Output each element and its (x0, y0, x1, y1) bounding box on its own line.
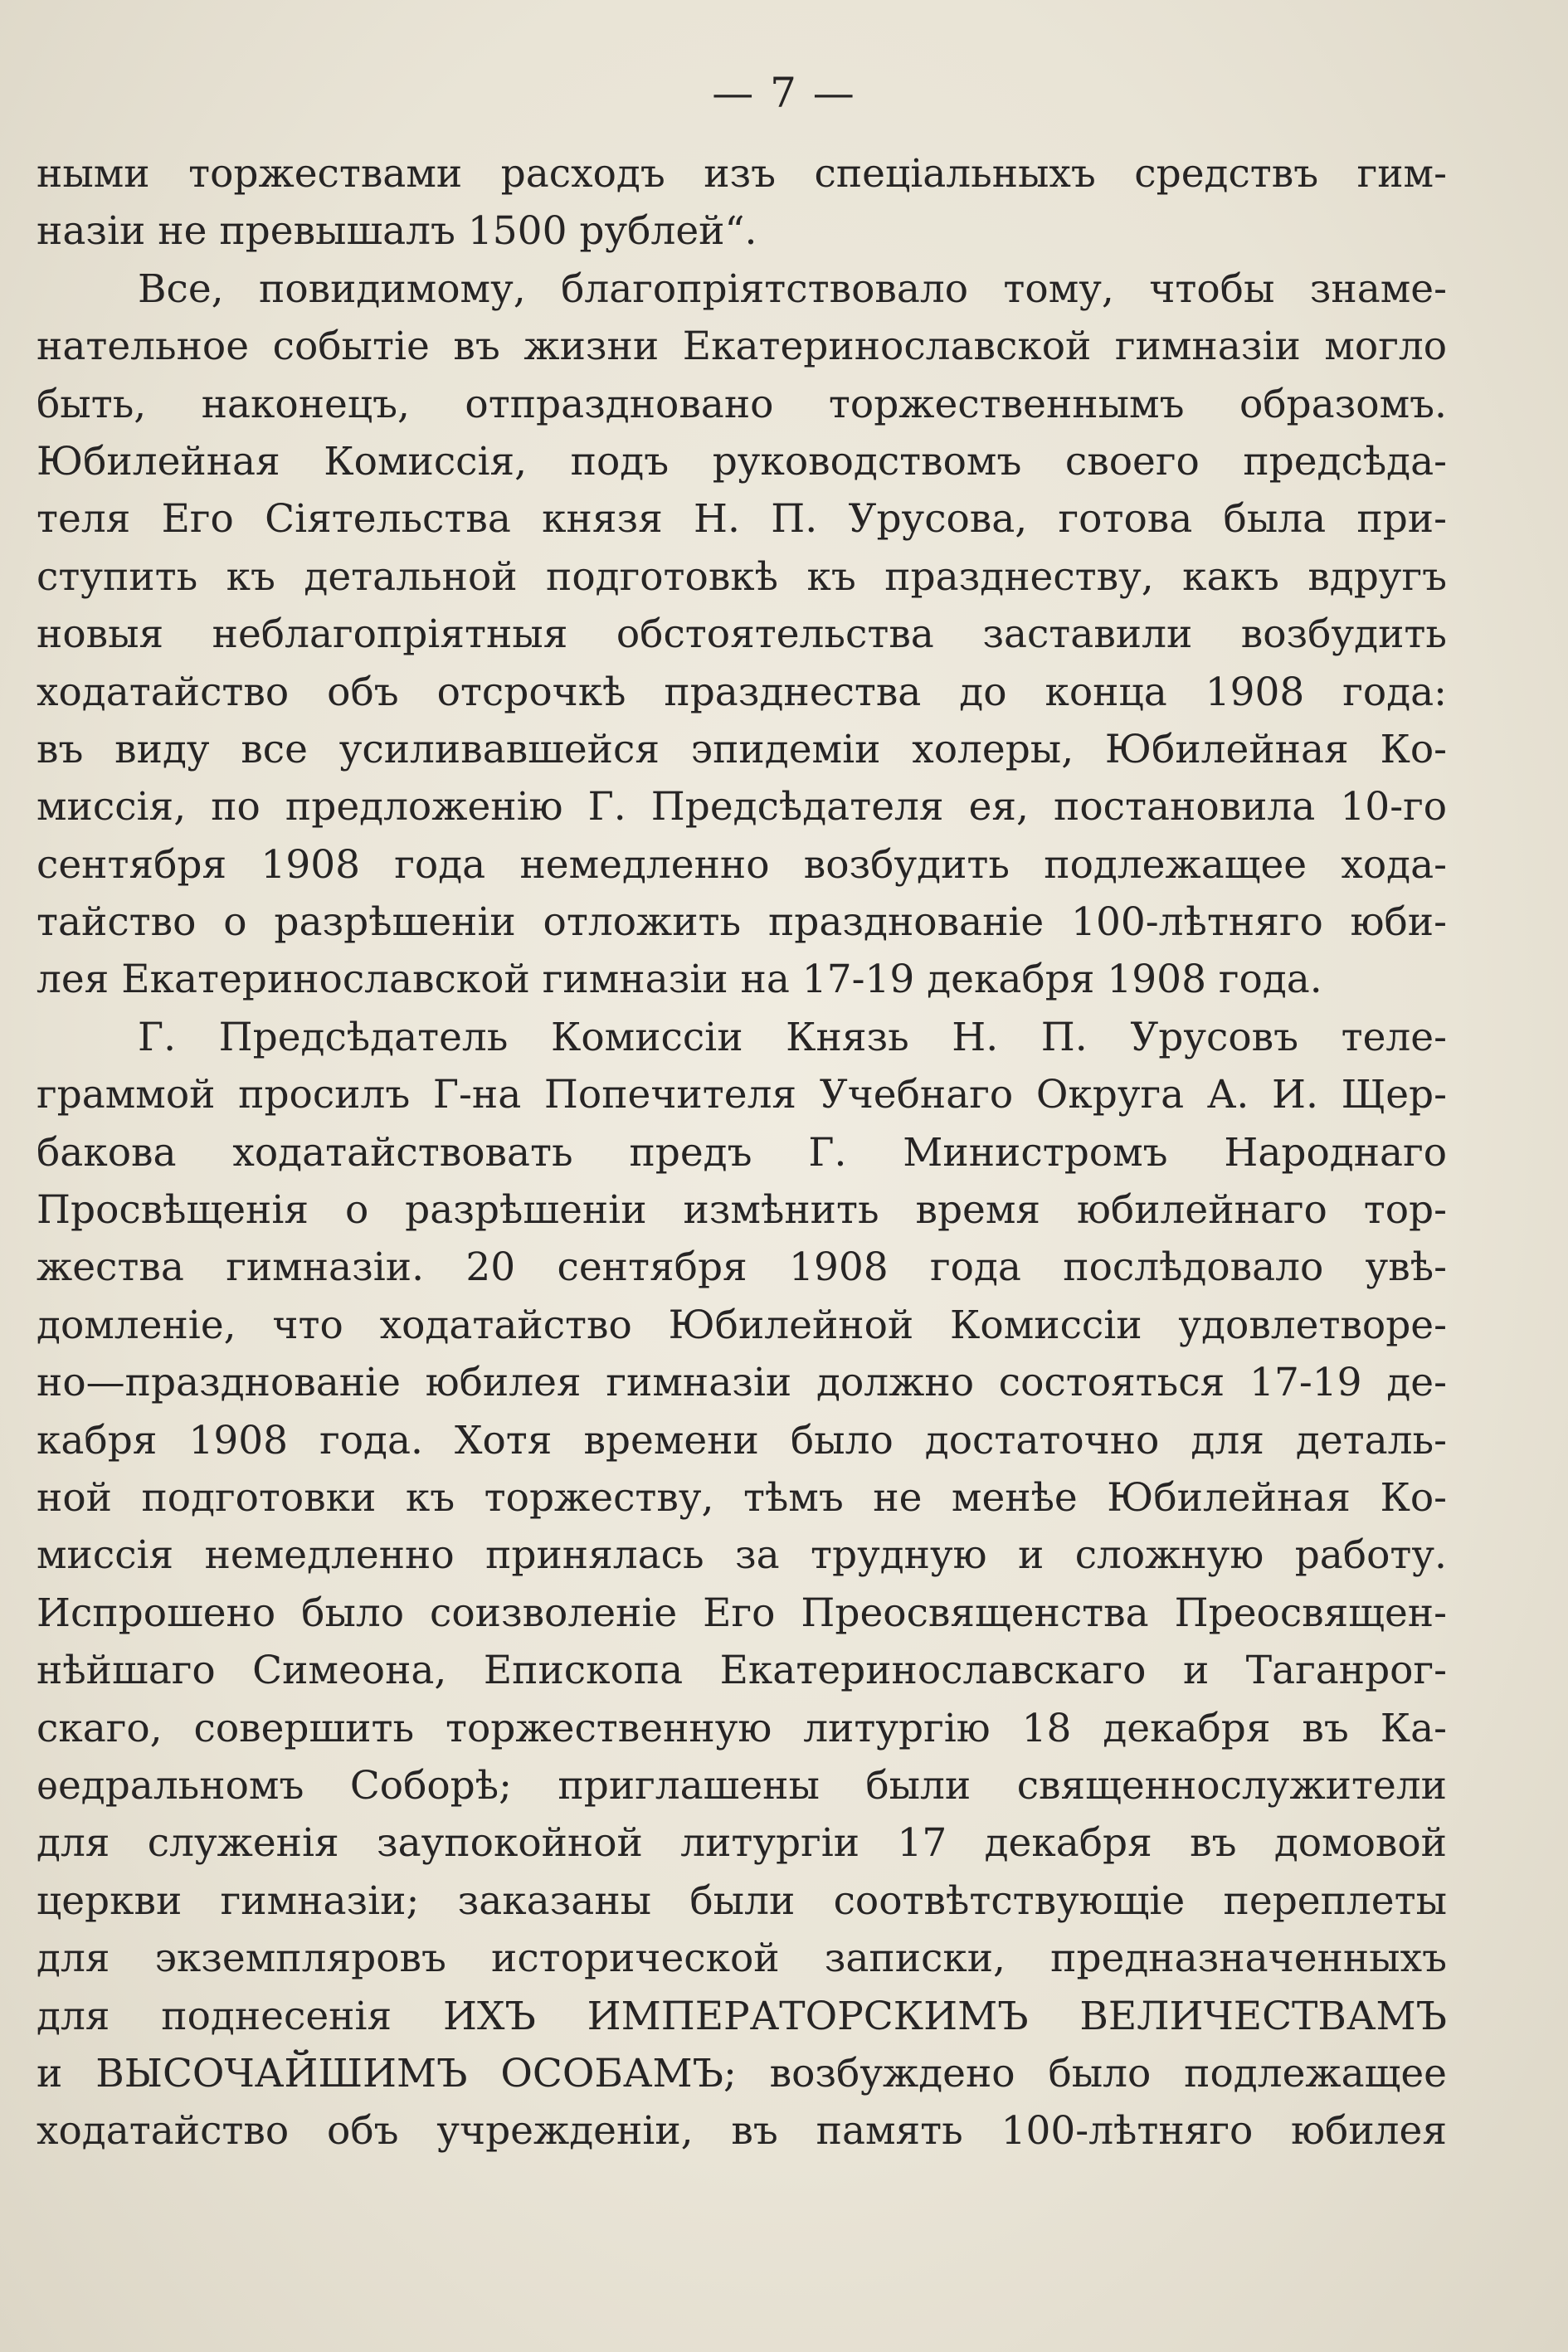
text-line: Все, повидимому, благопріятствовало тому, чтобы знаме- (138, 265, 1447, 312)
text-line: ступить къ детальной подготовкѣ къ празднеству, какъ вдругъ (37, 553, 1447, 600)
text-line: но—празднованіе юбилея гимназіи должно состояться 17-19 де- (37, 1360, 1447, 1406)
text-line: ными торжествами расходъ изъ спеціальныхъ средствъ гим- (37, 151, 1447, 197)
text-line: и ВЫСОЧАЙШИМЪ ОСОБАМЪ; возбуждено было подлежащее (37, 2050, 1447, 2096)
text-line: ѳедральномъ Соборѣ; приглашены были священнослужители (37, 1762, 1447, 1809)
text-line: быть, наконецъ, отпраздновано торжественнымъ образомъ. (37, 381, 1447, 427)
text-line: для служенія заупокойной литургіи 17 декабря въ домовой (37, 1820, 1447, 1867)
text-line: для поднесенія ИХЪ ИМПЕРАТОРСКИМЪ ВЕЛИЧЕСТВАМЪ (37, 1993, 1447, 2039)
text-line: граммой просилъ Г-на Попечителя Учебнаго Округа А. И. Щер- (37, 1072, 1447, 1118)
text-line: домленіе, что ходатайство Юбилейной Комиссіи удовлетворе- (37, 1302, 1447, 1348)
text-line: бакова ходатайствовать предъ Г. Министромъ Народнаго (37, 1129, 1447, 1176)
text-line: жества гимназіи. 20 сентября 1908 года послѣдовало увѣ- (37, 1244, 1447, 1291)
text-line: тайство о разрѣшеніи отложить празднованіе 100-лѣтняго юби- (37, 899, 1447, 946)
text-line: Испрошено было соизволеніе Его Преосвященства Преосвящен- (37, 1590, 1447, 1636)
text-line: церкви гимназіи; заказаны были соотвѣтствующіе переплеты (37, 1877, 1447, 1924)
text-line: назіи не превышалъ 1500 рублей“. (37, 208, 757, 255)
text-line: ходатайство объ учрежденіи, въ память 100-лѣтняго юбилея (37, 2108, 1447, 2155)
text-line: скаго, совершить торжественную литургію 18 декабря въ Ка- (37, 1705, 1447, 1751)
body-text (37, 145, 1447, 2160)
text-line: кабря 1908 года. Хотя времени было достаточно для деталь- (37, 1417, 1447, 1463)
text-line: Г. Предсѣдатель Комиссіи Князь Н. П. Урусовъ теле- (138, 1014, 1447, 1060)
text-line: миссія, по предложенію Г. Предсѣдателя ея, постановила 10-го (37, 784, 1447, 830)
text-line: для экземпляровъ исторической записки, предназначенныхъ (37, 1936, 1447, 1982)
text-line: ходатайство объ отсрочкѣ празднества до конца 1908 года: (37, 669, 1447, 715)
text-line: теля Его Сіятельства князя Н. П. Урусова, готова была при- (37, 496, 1447, 543)
text-line: нѣйшаго Симеона, Епископа Екатеринославскаго и Таганрог- (37, 1648, 1447, 1694)
text-line: новыя неблагопріятныя обстоятельства заставили возбудить (37, 611, 1447, 658)
text-line: нательное событіе въ жизни Екатеринославской гимназіи могло (37, 324, 1447, 370)
text-line: сентября 1908 года немедленно возбудить подлежащее хода- (37, 841, 1447, 888)
text-line: миссія немедленно принялась за трудную и сложную работу. (37, 1532, 1447, 1579)
text-line: лея Екатеринославской гимназіи на 17-19 декабря 1908 года. (37, 957, 1322, 1003)
text-line: Юбилейная Комиссія, подъ руководствомъ своего предсѣда- (37, 438, 1447, 485)
text-line: Просвѣщенія о разрѣшеніи измѣнить время юбилейнаго тор- (37, 1187, 1447, 1234)
text-line: въ виду все усиливавшейся эпидеміи холеры, Юбилейная Ко- (37, 726, 1447, 772)
text-line: ной подготовки къ торжеству, тѣмъ не менѣе Юбилейная Ко- (37, 1474, 1447, 1521)
page-number: — 7 — (712, 69, 856, 117)
